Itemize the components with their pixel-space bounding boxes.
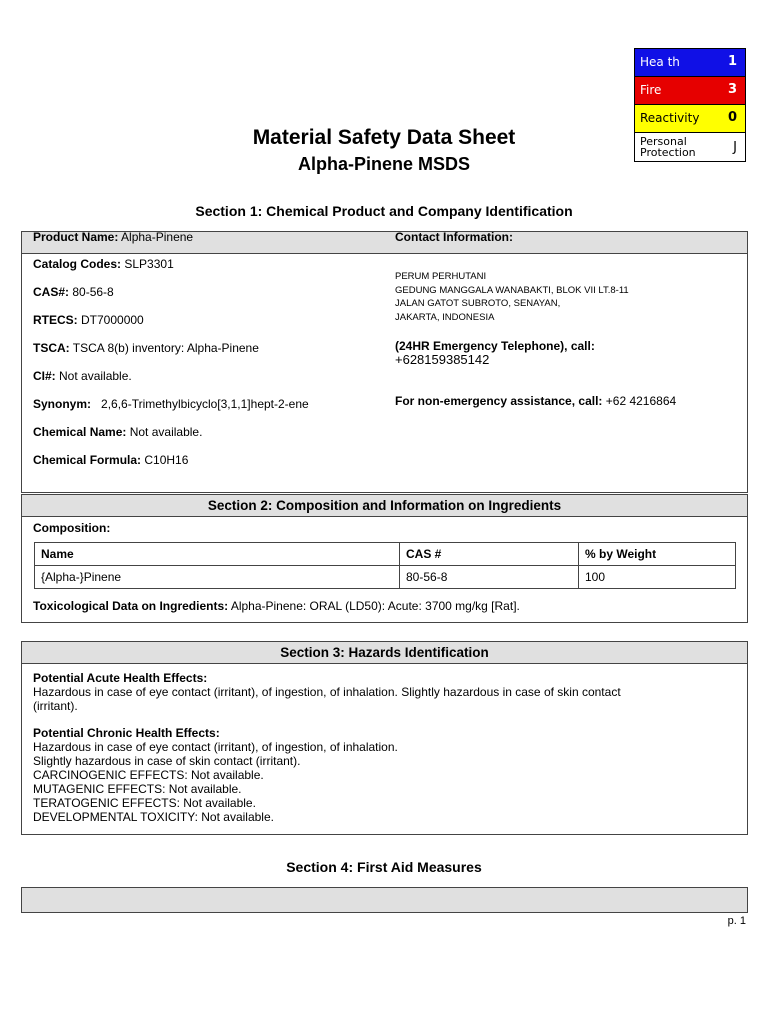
col-cas: CAS # — [400, 543, 579, 566]
chronic-line: TERATOGENIC EFFECTS: Not available. — [33, 796, 256, 810]
composition-label: Composition: — [33, 521, 111, 535]
chronic-label: Potential Chronic Health Effects: — [33, 726, 220, 740]
doc-title: Material Safety Data Sheet — [252, 126, 516, 149]
cell-weight: 100 — [579, 566, 736, 589]
toxicological-data: Toxicological Data on Ingredients: Alpha-Pinene: ORAL (LD50): Acute: 3700 mg/kg [Rat]. — [33, 599, 520, 613]
section3-body — [33, 671, 733, 824]
field-chemical-name: Chemical Name: Not available. — [33, 425, 203, 439]
field-rtecs: RTECS: DT7000000 — [33, 313, 144, 327]
section4-heading: Section 4: First Aid Measures — [286, 859, 482, 875]
field-chemical-formula: Chemical Formula: C10H16 — [33, 453, 189, 467]
cell-cas: 80-56-8 — [400, 566, 579, 589]
hazard-row-fire — [635, 77, 745, 105]
emergency-number: +628159385142 — [395, 352, 490, 367]
chronic-line: Hazardous in case of eye contact (irritant), of ingestion, of inhalation. — [33, 740, 398, 754]
hazard-value: 3 — [727, 82, 737, 97]
section3-heading: Section 3: Hazards Identification — [22, 642, 747, 664]
section1-box — [21, 231, 748, 493]
table-header-row — [35, 543, 736, 566]
hazard-value: 1 — [727, 54, 737, 69]
acute-label: Potential Acute Health Effects: — [33, 671, 208, 685]
acute-line: Hazardous in case of eye contact (irritant), of ingestion, of inhalation. Slightly hazardous in case of skin contact — [33, 685, 621, 699]
non-emergency-line: For non-emergency assistance, call: +62 4216864 — [395, 394, 677, 408]
hazard-label: Reactivity — [640, 111, 700, 125]
field-tsca: TSCA: TSCA 8(b) inventory: Alpha-Pinene — [33, 341, 259, 355]
cell-name: {Alpha-}Pinene — [35, 566, 400, 589]
chronic-line: DEVELOPMENTAL TOXICITY: Not available. — [33, 810, 274, 824]
product-fields — [33, 257, 309, 481]
acute-line: (irritant). — [33, 699, 78, 713]
section1-header-bar — [22, 232, 747, 254]
col-name: Name — [35, 543, 400, 566]
product-name: Product Name: Alpha-Pinene — [33, 230, 194, 244]
field-synonym: Synonym: 2,6,6-Trimethylbicyclo[3,1,1]hept-2-ene — [33, 397, 309, 411]
field-cas: CAS#: 80-56-8 — [33, 285, 114, 299]
composition-table — [34, 542, 736, 589]
section3-box — [21, 641, 748, 835]
table-row — [35, 566, 736, 589]
page-number: p. 1 — [727, 915, 746, 927]
section2-box — [21, 494, 748, 623]
contact-info-label: Contact Information: — [395, 230, 513, 244]
pp-label-line1: Personal — [640, 135, 687, 148]
emergency-label: (24HR Emergency Telephone), call: — [395, 339, 595, 353]
hazard-value: 0 — [727, 110, 737, 125]
hazard-label: Hea th — [640, 55, 680, 69]
section4-box — [21, 887, 748, 913]
pp-label-line2: Protection — [640, 146, 696, 159]
section2-heading: Section 2: Composition and Information on Ingredients — [22, 495, 747, 517]
doc-subtitle: Alpha-Pinene MSDS — [297, 154, 471, 174]
col-weight: % by Weight — [579, 543, 736, 566]
field-ci: CI#: Not available. — [33, 369, 132, 383]
section1-heading: Section 1: Chemical Product and Company Identification — [195, 203, 573, 219]
company-address: PERUM PERHUTANI GEDUNG MANGGALA WANABAKTI, BLOK VII LT.8-11 JALAN GATOT SUBROTO, SENAYAN, JAKARTA, INDONESIA — [395, 271, 629, 323]
field-catalog: Catalog Codes: SLP3301 — [33, 257, 174, 271]
chronic-line: Slightly hazardous in case of skin contact (irritant). — [33, 754, 301, 768]
hazard-label: Fire — [640, 83, 662, 97]
chronic-line: MUTAGENIC EFFECTS: Not available. — [33, 782, 242, 796]
hazard-row-health — [635, 49, 745, 77]
chronic-line: CARCINOGENIC EFFECTS: Not available. — [33, 768, 264, 782]
hazard-value: J — [733, 140, 737, 155]
